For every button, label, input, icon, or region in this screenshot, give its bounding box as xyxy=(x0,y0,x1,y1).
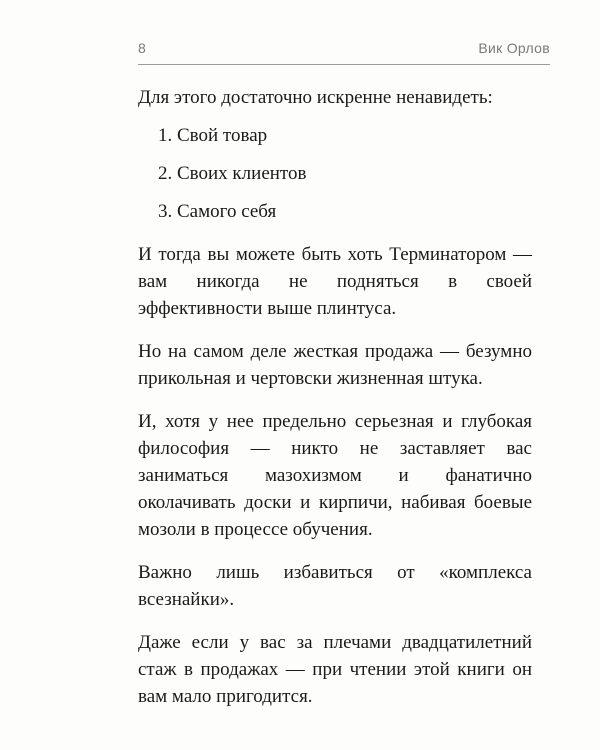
intro-paragraph: Для этого достаточно искренне ненавидеть: xyxy=(138,87,493,108)
header-rule xyxy=(138,64,550,65)
paragraph-terminator: И тогда вы можете быть хоть Терминатором — вам никогда не подняться в своей эффективности выше плинтуса. xyxy=(138,244,532,319)
numbered-list xyxy=(138,122,532,225)
running-header xyxy=(138,40,550,62)
paragraph-know-it-all: Важно лишь избавиться от «комплекса всезнайки». xyxy=(138,562,532,610)
running-head-author: Вик Орлов xyxy=(478,40,550,56)
paragraph-hard-sale: Но на самом деле жесткая продажа — безумно прикольная и чертовски жизненная штука. xyxy=(138,341,532,389)
list-item: 2. Своих клиентов xyxy=(158,163,307,184)
paragraph-experience: Даже если у вас за плечами двадцатилетний стаж в продажах — при чтении этой книги он вам мало пригодится. xyxy=(138,632,532,707)
list-item: 1. Свой товар xyxy=(158,125,268,146)
page-number: 8 xyxy=(138,40,146,56)
paragraph-philosophy: И, хотя у нее предельно серьезная и глубокая философия — никто не заставляет вас заниматься мазохизмом и фанатично околачивать доски и кирпичи, набивая боевые мозоли в процессе обучения. xyxy=(138,411,532,540)
list-item: 3. Самого себя xyxy=(158,201,277,222)
page-body xyxy=(138,84,532,726)
